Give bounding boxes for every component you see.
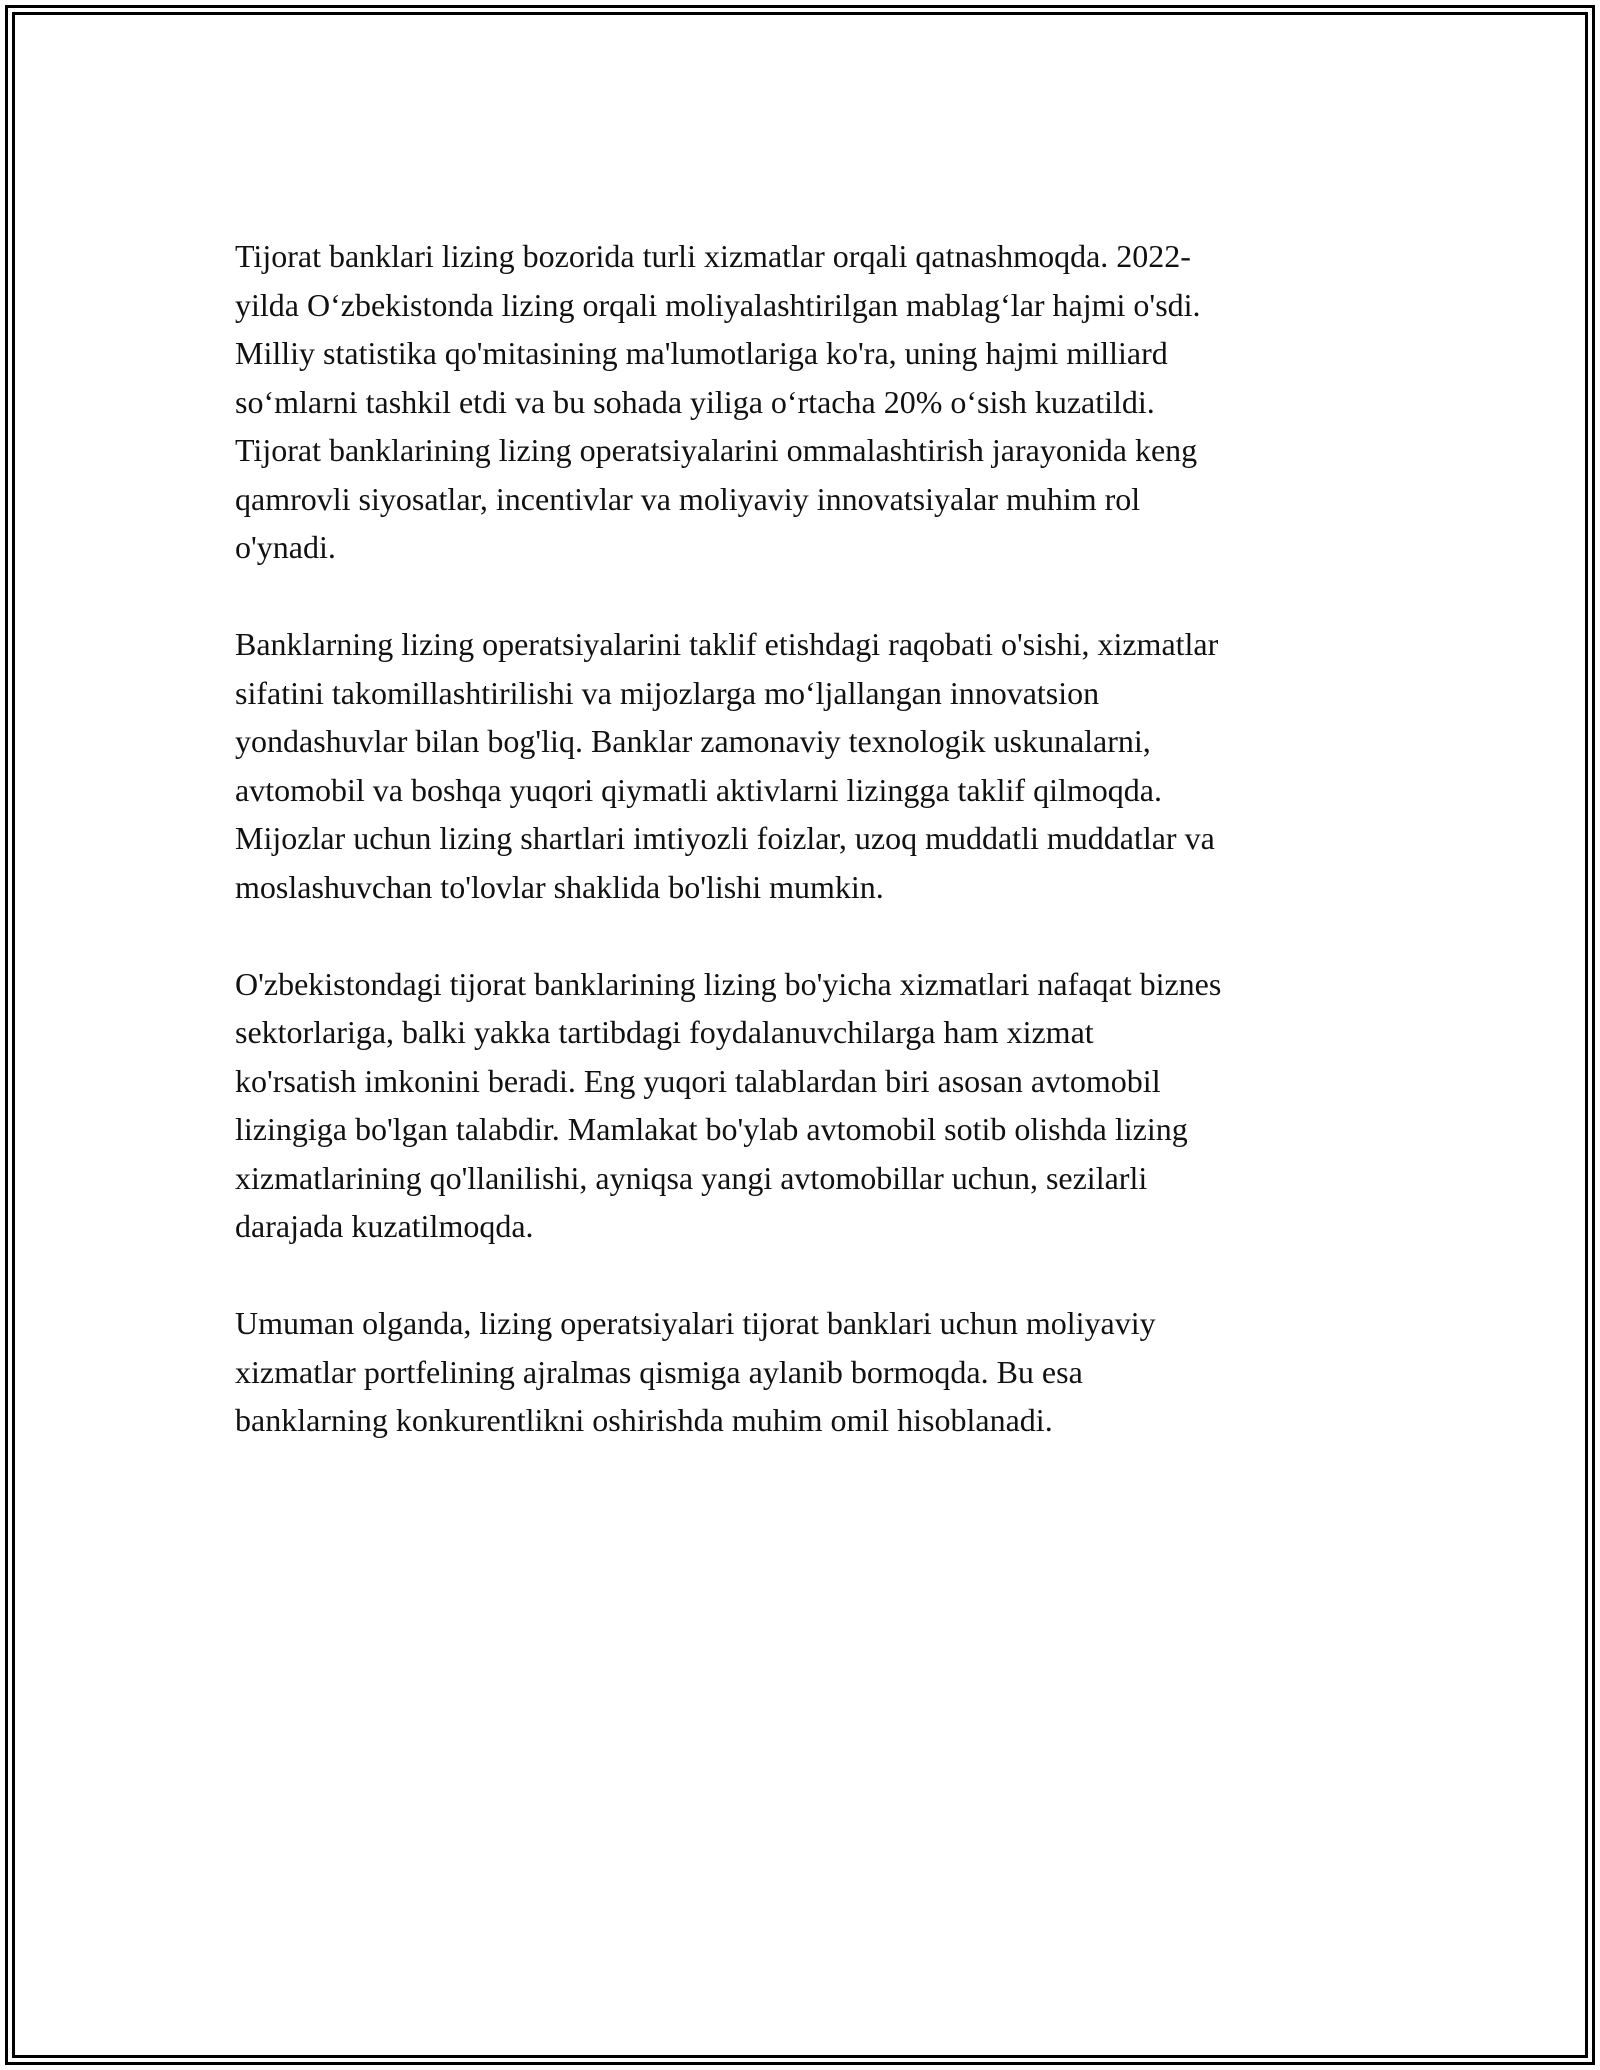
paragraph-leasing-market: Tijorat banklari lizing bozorida turli xizmatlar orqali qatnashmoqda. 2022- yilda O‘zbekistonda lizing orqali moliyalashtirilgan mablag‘lar hajmi o's​di. Milliy statistika qo'mitasining ma'lumotlariga ko'ra, uning hajmi milliard so‘mlarni tashkil etdi va bu sohada yiliga o‘rtacha 20% o‘sish kuzatildi. Tijorat banklarining lizing operatsiyalarini ommalashtirish jarayonida keng qamrovli siyosatlar, incentivlar va moliyaviy innovatsiyalar muhim rol o'ynadi. [235, 238, 1201, 565]
paragraph-conclusion: Umuman olganda, lizing operatsiyalari tijorat banklari uchun moliyaviy xizmatlar portfelining ajralmas qismiga aylanib bormoqda. Bu esa banklarning konkurentlikni oshirishda muhim omil hisoblanadi. [235, 1305, 1156, 1438]
paragraph-leasing-services: O'zbekistondagi tijorat banklarining lizing bo'yicha xizmatlari nafaqat biznes sektorlariga, balki yakka tartibdagi foydalanuvchilarga ham xizmat ko'rsatish imkonini beradi. Eng yuqori talablardan biri asosan avtomobil lizingiga bo'lgan talabdir. Mamlakat bo'ylab avtomobil sotib olishda lizing xizmatlarining qo'llanilishi, ayniqsa yangi avtomobillar uchun, sezilarli darajada kuzatilmoqda. [235, 965, 1222, 1244]
paragraph-bank-competition: Banklarning lizing operatsiyalarini taklif etishdagi raqobati o'sishi, xizmatlar sifatini takomillashtirilishi va mijozlarga mo‘ljallangan innovatsion yondashuvlar bilan bog'liq. Banklar zamonaviy texnologik uskunalarni, avtomobil va boshqa yuqori qiymatli aktivlarni lizingga taklif qilmoqda. Mijozlar uchun lizing shartlari imtiyozli foizlar, uzoq muddatli muddatlar va moslashuvchan to'lovlar shaklida bo'lishi mumkin. [235, 626, 1219, 905]
document-body [235, 232, 1375, 1493]
